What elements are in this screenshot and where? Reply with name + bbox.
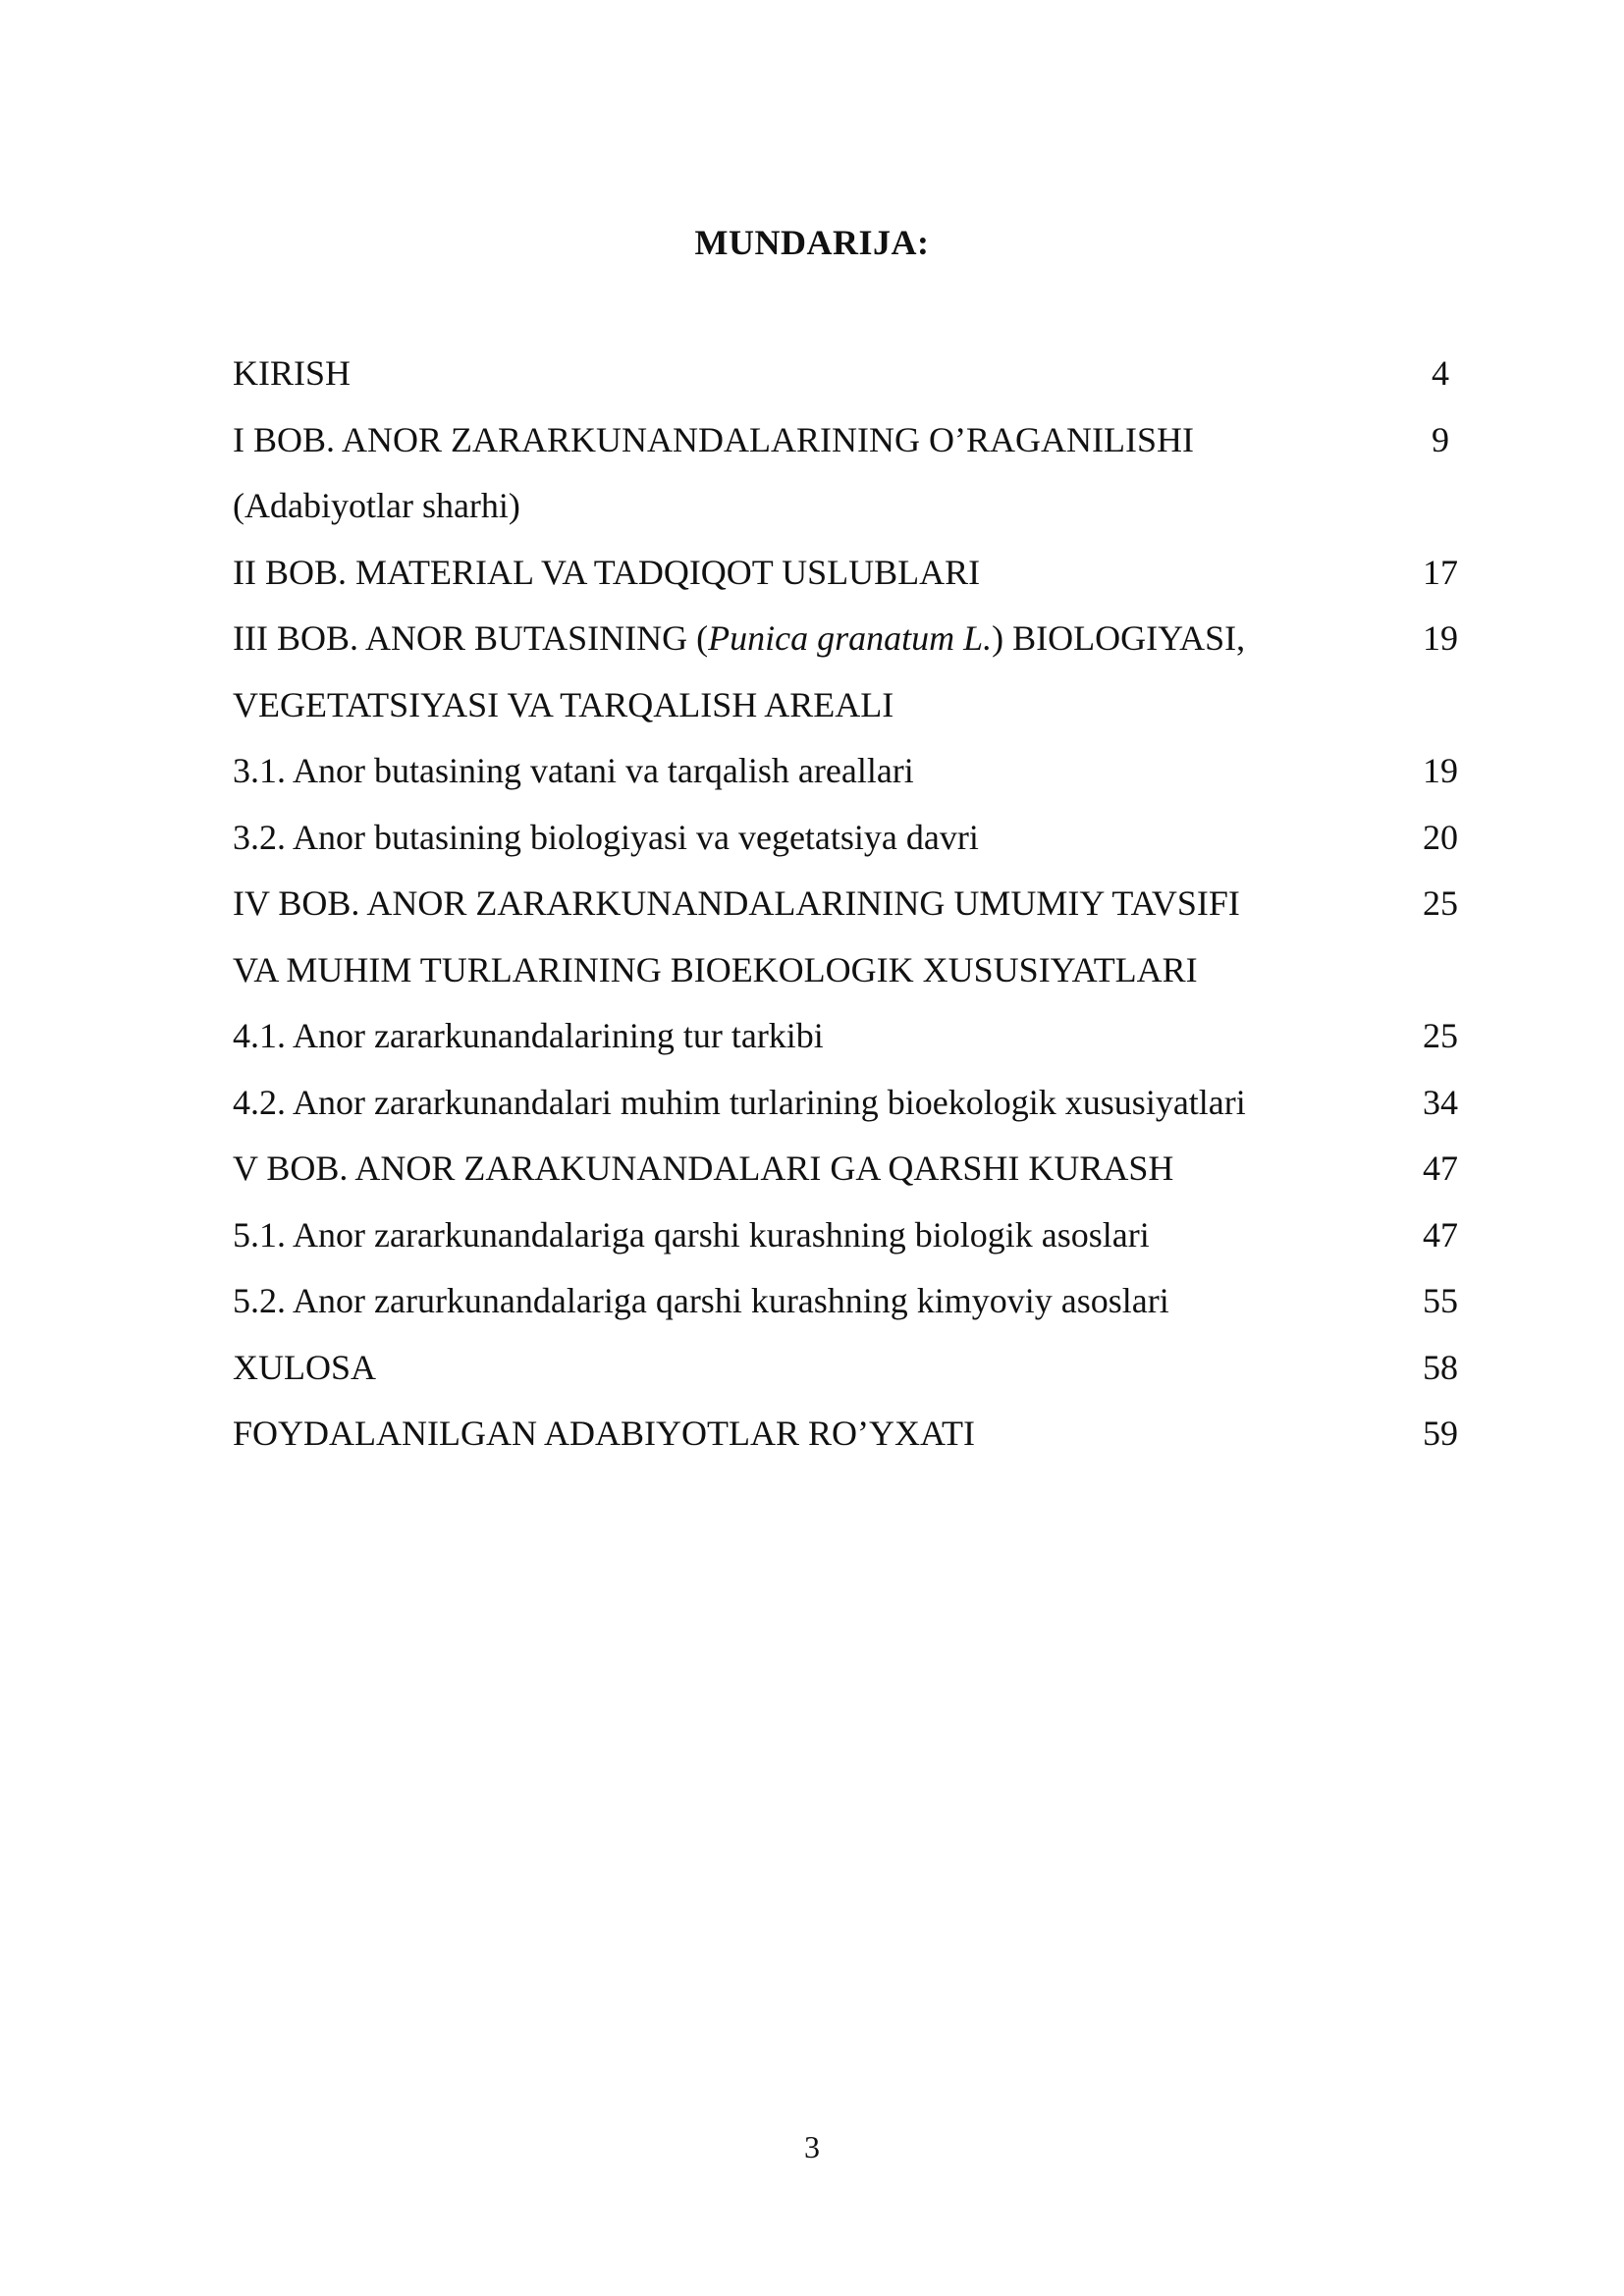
toc-entry-page: 4 [1432,353,1449,393]
toc-entry-page: 55 [1423,1281,1458,1320]
toc-entry-page: 9 [1432,419,1449,459]
toc-entry-text: 3.1. Anor butasining vatani va tarqalish areallari [233,751,914,790]
toc-entry-text: V BOB. ANOR ZARAKUNANDALARI GA QARSHI KURASH [233,1148,1174,1188]
toc-entry-text: FOYDALANILGAN ADABIYOTLAR RO’YXATI [233,1414,975,1453]
toc-entry-section-4-1 [233,1011,1480,1078]
toc-entry-page: 34 [1423,1082,1458,1122]
toc-entry-text: KIRISH [233,353,352,393]
toc-entry-text: XULOSA [233,1347,377,1387]
toc-entry-text: 4.2. Anor zararkunandalari muhim turlarining bioekologik xususiyatlari [233,1082,1246,1122]
toc-entry-page: 19 [1423,618,1458,658]
toc-entry-text: I BOB. ANOR ZARARKUNANDALARINING O’RAGANILISHI [233,419,1194,459]
toc-entry-text: 3.2. Anor butasining biologiyasi va vegetatsiya davri [233,817,979,857]
toc-entry-chapter-1-continued [233,481,1480,548]
toc-entry-text: (Adabiyotlar sharhi) [233,486,520,525]
toc-entry-section-4-2 [233,1078,1480,1145]
toc-entry-references [233,1409,1480,1475]
toc-entry-section-5-2 [233,1276,1480,1343]
toc-entry-text: IV BOB. ANOR ZARARKUNANDALARINING UMUMIY TAVSIFI [233,883,1240,923]
toc-entry-page: 47 [1423,1214,1458,1255]
page-title: MUNDARIJA: [694,223,930,262]
toc-entry-chapter-3 [233,614,1480,680]
toc-entry-page: 25 [1423,1016,1458,1055]
table-of-contents [233,348,1480,1475]
toc-entry-chapter-2 [233,548,1480,614]
toc-entry-page: 25 [1423,883,1458,923]
toc-text-italic-species: Punica granatum L. [708,618,993,658]
toc-entry-page: 19 [1423,751,1458,790]
toc-entry-section-3-1 [233,746,1480,813]
toc-entry-text: 4.1. Anor zararkunandalarining tur tarkibi [233,1016,824,1055]
toc-entry-text: 5.2. Anor zarurkunandalariga qarshi kurashning kimyoviy asoslari [233,1281,1169,1320]
toc-entry-text: VEGETATSIYASI VA TARQALISH AREALI [233,684,894,724]
toc-entry-chapter-1 [233,415,1480,482]
toc-entry-page: 20 [1423,817,1458,857]
toc-entry-page: 58 [1423,1347,1458,1387]
toc-entry-text: 5.1. Anor zararkunandalariga qarshi kurashning biologik asoslari [233,1214,1150,1255]
toc-entry-text [233,614,1245,663]
toc-entry-chapter-4-continued [233,945,1480,1012]
toc-entry-xulosa [233,1343,1480,1410]
toc-entry-page: 59 [1423,1414,1458,1453]
toc-entry-kirish [233,348,1480,415]
toc-entry-chapter-4 [233,879,1480,945]
toc-entry-text: VA MUHIM TURLARINING BIOEKOLOGIK XUSUSIYATLARI [233,949,1198,989]
toc-entry-page: 17 [1423,552,1458,592]
toc-text-after-italic: ) BIOLOGIYASI, [992,618,1246,658]
toc-entry-page: 47 [1423,1148,1458,1188]
toc-entry-chapter-5 [233,1144,1480,1210]
page-number: 3 [804,2129,820,2164]
toc-entry-section-5-1 [233,1210,1480,1277]
toc-entry-text: II BOB. MATERIAL VA TADQIQOT USLUBLARI [233,552,981,592]
toc-entry-chapter-3-continued [233,680,1480,747]
toc-entry-section-3-2 [233,813,1480,880]
toc-text-before-italic: III BOB. ANOR BUTASINING ( [233,618,709,658]
